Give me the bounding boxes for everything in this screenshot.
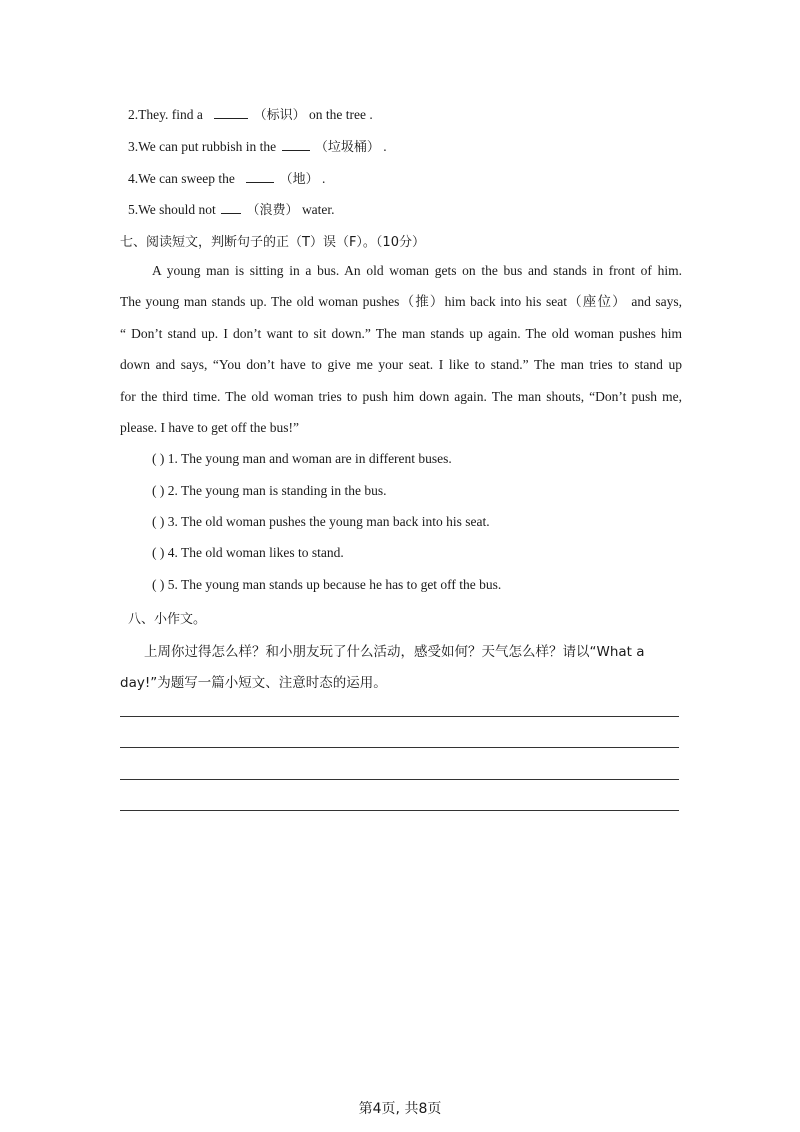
- fill-blank-3-suffix: .: [383, 139, 387, 154]
- question-1[interactable]: ( ) 1. The young man and woman are in different buses.: [152, 451, 452, 466]
- answer-blank-4[interactable]: [246, 170, 274, 183]
- question-5[interactable]: ( ) 5. The young man stands up because he has to get off the bus.: [152, 577, 502, 592]
- passage-line-5: for the third time. The old woman tries to push him down again. The man shouts, “Don’t push me,: [120, 389, 682, 404]
- fill-blank-3-hint: （垃圾桶）: [314, 140, 380, 155]
- fill-blank-4-prefix: 4.We can sweep the: [128, 171, 235, 186]
- page-number: 第4页, 共8页: [358, 1101, 442, 1117]
- writing-line-3[interactable]: [120, 779, 679, 780]
- writing-line-4[interactable]: [120, 810, 679, 811]
- fill-blank-2-suffix: on the tree .: [309, 107, 373, 122]
- answer-blank-5[interactable]: [221, 201, 241, 214]
- fill-blank-2-prefix: 2.They. find a: [128, 107, 203, 122]
- fill-blank-5-hint: （浪费）: [246, 203, 299, 218]
- fill-blank-3: [128, 136, 387, 155]
- passage-line-4: down and says, “You don’t have to give me your seat. I like to stand.” The man tries to stand up: [120, 357, 682, 372]
- question-2[interactable]: ( ) 2. The young man is standing in the bus.: [152, 483, 387, 498]
- fill-blank-5: [128, 199, 335, 218]
- fill-blank-2-hint: （标识）: [253, 108, 306, 123]
- essay-prompt-line-1: 上周你过得怎么样？和小朋友玩了什么活动，感受如何？天气怎么样？请以“What a: [144, 644, 645, 660]
- answer-blank-2[interactable]: [214, 106, 248, 119]
- passage-line-2: The young man stands up. The old woman pushes（推）him back into his seat（座位） and says,: [120, 294, 682, 309]
- writing-line-1[interactable]: [120, 716, 679, 717]
- passage-line-6: please. I have to get off the bus!”: [120, 420, 299, 435]
- passage-line-3: “ Don’t stand up. I don’t want to sit down.” The man stands up again. The old woman pushes him: [120, 326, 682, 341]
- writing-line-2[interactable]: [120, 747, 679, 748]
- fill-blank-2: [128, 104, 373, 123]
- question-4[interactable]: ( ) 4. The old woman likes to stand.: [152, 545, 344, 560]
- section-7-heading: 七、阅读短文，判断句子的正（T）误（F）。（10分）: [120, 235, 425, 250]
- fill-blank-3-prefix: 3.We can put rubbish in the: [128, 139, 277, 154]
- essay-prompt-line-2: day!”为题写一篇小短文、注意时态的运用。: [120, 675, 387, 691]
- fill-blank-4-suffix: .: [322, 171, 326, 186]
- fill-blank-5-prefix: 5.We should not: [128, 202, 216, 217]
- question-3[interactable]: ( ) 3. The old woman pushes the young man back into his seat.: [152, 514, 490, 529]
- passage-line-1: A young man is sitting in a bus. An old woman gets on the bus and stands in front of him.: [152, 263, 682, 278]
- fill-blank-5-suffix: water.: [301, 202, 335, 217]
- section-8-heading: 八、小作文。: [128, 612, 207, 627]
- fill-blank-4-hint: （地）: [279, 172, 319, 187]
- answer-blank-3[interactable]: [282, 138, 310, 151]
- fill-blank-4: [128, 168, 325, 187]
